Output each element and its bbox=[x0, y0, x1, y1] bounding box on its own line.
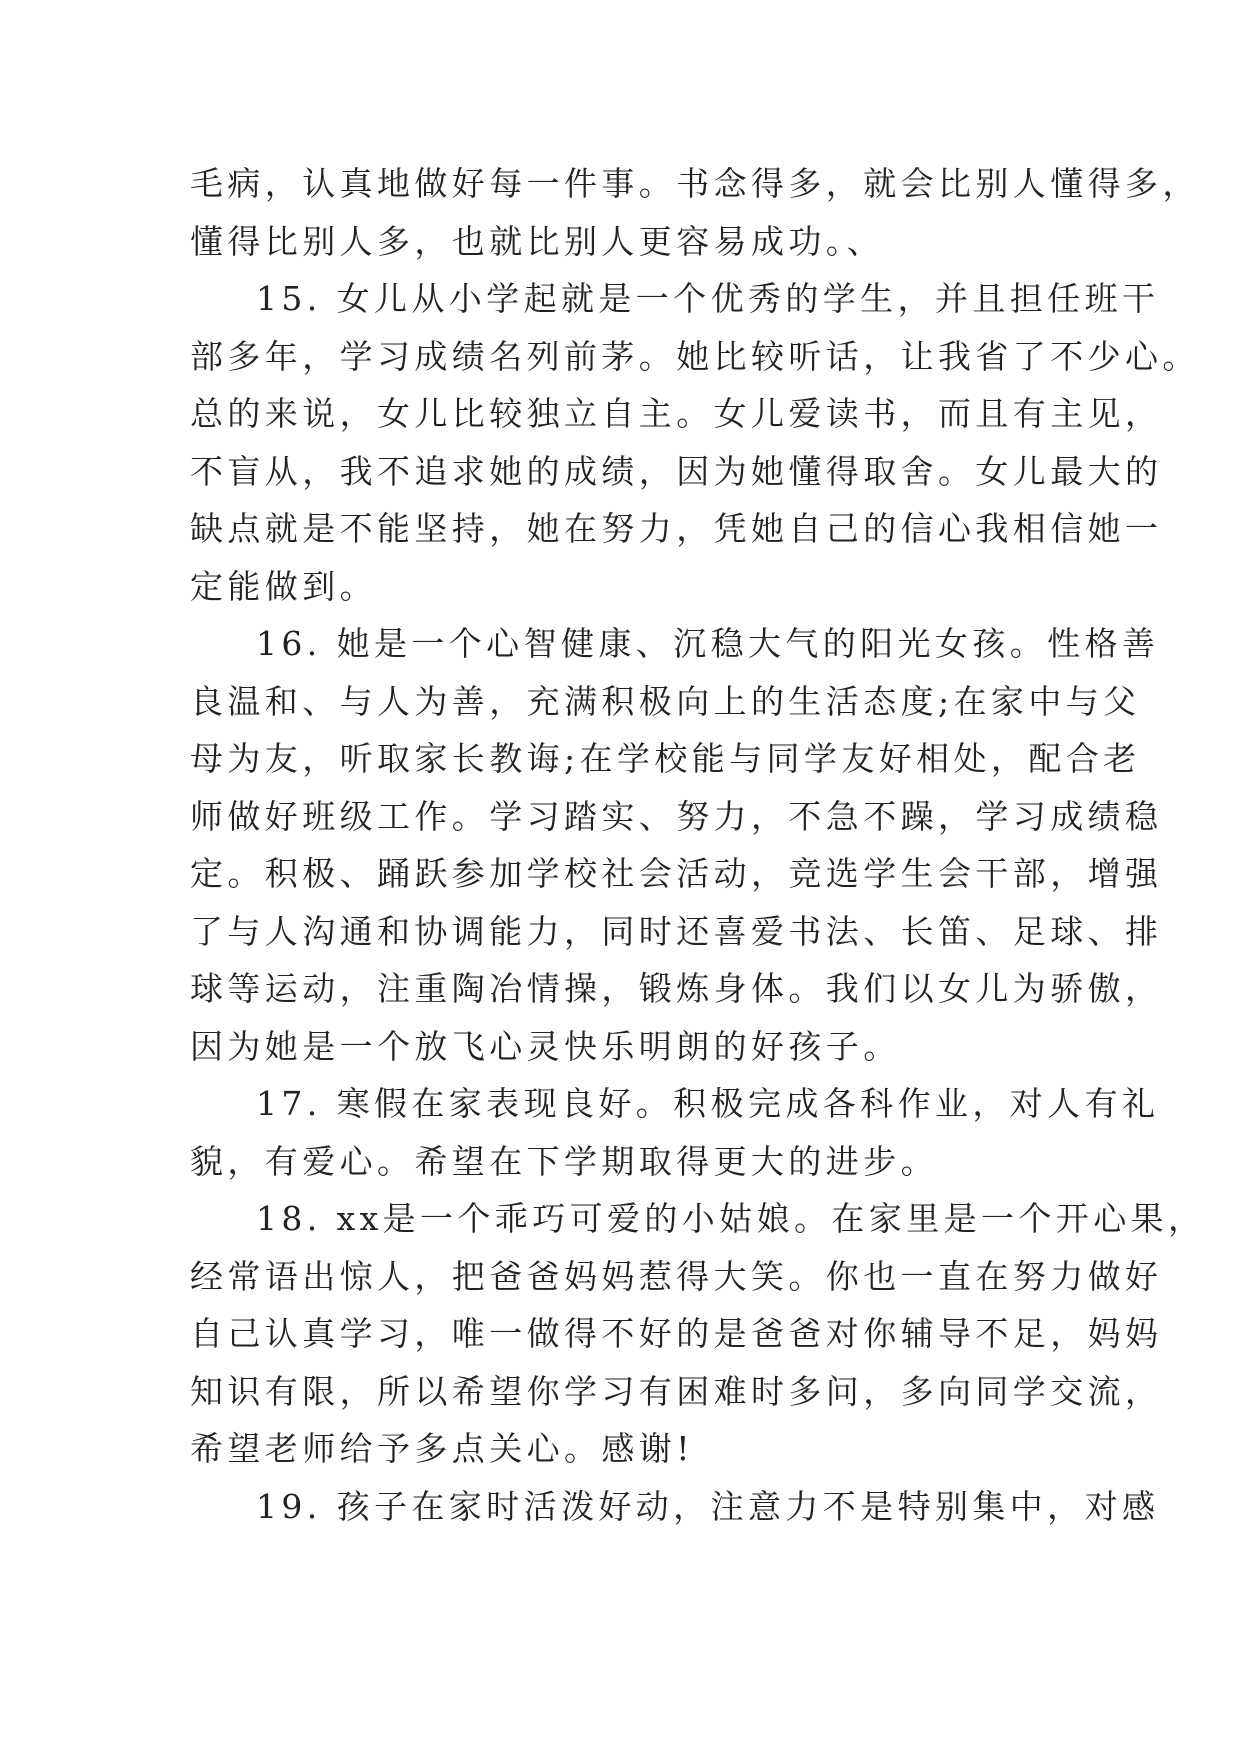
text-line: 经常语出惊人，把爸爸妈妈惹得大笑。你也一直在努力做好 bbox=[190, 1256, 1163, 1296]
text-line: 自己认真学习，唯一做得不好的是爸爸对你辅导不足，妈妈 bbox=[190, 1314, 1163, 1353]
text-line: 缺点就是不能坚持，她在努力，凭她自己的信心我相信她一 bbox=[190, 509, 1163, 548]
text-line: 定。积极、踊跃参加学校社会活动，竞选学生会干部，增强 bbox=[190, 854, 1163, 893]
text-line: 定能做到。 bbox=[190, 566, 377, 606]
text-line: 了与人沟通和协调能力，同时还喜爱书法、长笛、足球、排 bbox=[190, 911, 1163, 951]
text-line: 毛病，认真地做好每一件事。书念得多，就会比别人懂得多， bbox=[190, 164, 1200, 203]
text-line: 不盲从，我不追求她的成绩，因为她懂得取舍。女儿最大的 bbox=[190, 451, 1163, 491]
paragraph-15-start: 15. 女儿从小学起就是一个优秀的学生，并且担任班干 bbox=[256, 279, 1160, 318]
text-line: 球等运动，注重陶冶情操，锻炼身体。我们以女儿为骄傲， bbox=[190, 969, 1163, 1008]
text-line: 师做好班级工作。学习踏实、努力，不急不躁，学习成绩稳 bbox=[190, 796, 1163, 836]
paragraph-19-start: 19. 孩子在家时活泼好动，注意力不是特别集中，对感 bbox=[256, 1486, 1160, 1526]
paragraph-18-start: 18. xx是一个乖巧可爱的小姑娘。在家里是一个开心果， bbox=[256, 1199, 1206, 1238]
text-line: 母为友，听取家长教诲;在学校能与同学友好相处，配合老 bbox=[190, 739, 1141, 778]
text-line: 部多年，学习成绩名列前茅。她比较听话，让我省了不少心。 bbox=[190, 336, 1200, 376]
paragraph-17-start: 17. 寒假在家表现良好。积极完成各科作业，对人有礼 bbox=[256, 1084, 1160, 1123]
text-line: 知识有限，所以希望你学习有困难时多问，多向同学交流， bbox=[190, 1371, 1163, 1411]
text-line: 希望老师给予多点关心。感谢! bbox=[190, 1429, 694, 1468]
text-line: 懂得比别人多，也就比别人更容易成功。、 bbox=[190, 221, 885, 261]
paragraph-16-start: 16. 她是一个心智健康、沉稳大气的阳光女孩。性格善 bbox=[256, 624, 1160, 663]
text-line: 因为她是一个放飞心灵快乐明朗的好孩子。 bbox=[190, 1026, 901, 1066]
text-line: 总的来说，女儿比较独立自主。女儿爱读书，而且有主见， bbox=[190, 394, 1163, 433]
text-line: 良温和、与人为善，充满积极向上的生活态度;在家中与父 bbox=[190, 681, 1141, 721]
document-body bbox=[190, 155, 1206, 1535]
text-line: 貌，有爱心。希望在下学期取得更大的进步。 bbox=[190, 1141, 938, 1181]
